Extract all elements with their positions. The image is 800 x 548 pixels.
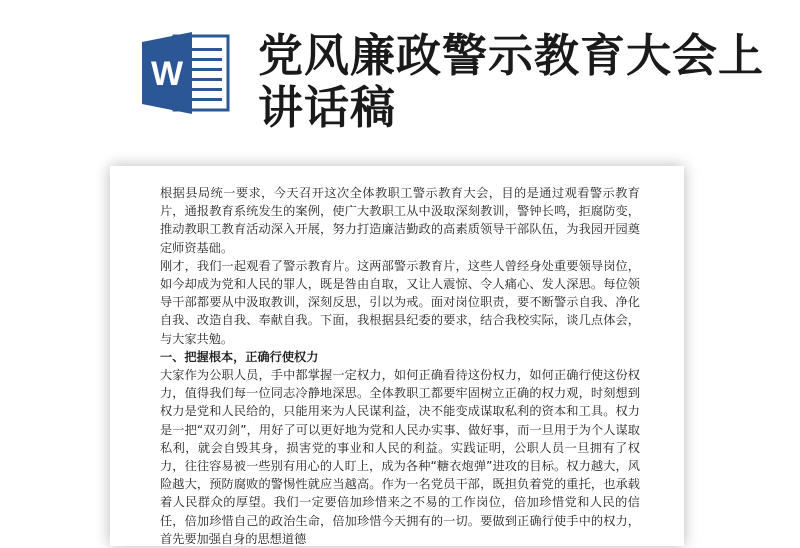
section-heading: 一、把握根本，正确行使权力 (160, 349, 319, 364)
page-title: 党风廉政警示教育大会上讲话稿 (258, 29, 765, 134)
word-icon (140, 28, 232, 118)
word-icon-letter: W (150, 55, 184, 93)
paragraph: 大家作为公职人员，手中都掌握一定权力，如何正确看待这份权力，如何正确行使这份权力，值得我们每一位同志冷静地深思。全体教职工都要牢固树立正确的权力观，时刻想到权力是党和人民给的，只能用来为人民谋利益，决不能变成谋取私利的资本和工具。权力是一把“双刃剑”，用好了可以更好地为党和人民办实事、做好事，而一旦用于为个人谋取私利，就会自毁其身，损害党的事业和人民的利益。实践证明，公职人员一旦拥有了权力，往往容易被一些别有用心的人盯上，成为各种“糖衣炮弹”进攻的目标。权力越大，风险越大，预防腐败的警惕性就应当越高。作为一名党员干部，既担负着党的重托，也承载着人民群众的厚望。我们一定要倍加珍惜来之不易的工作岗位，倍加珍惜党和人民的信任，倍加珍惜自己的政治生命，倍加珍惜今天拥有的一切。要做到正确行使手中的权力，首先要加强自身的思想道德 (160, 368, 640, 546)
paragraph: 刚才，我们一起观看了警示教育片。这两部警示教育片，这些人曾经身处重要领导岗位，如今却成为党和人民的罪人，既是咎由自取，又让人震惊、令人痛心、发人深思。每位领导干部都要从中汲取教训，深刻反思，引以为戒。面对岗位职责，要不断警示自我、净化自我、改造自我、奉献自我。下面，我根据县纪委的要求，结合我校实际，谈几点体会，与大家共勉。 (160, 258, 640, 346)
header (0, 0, 800, 160)
document-body (160, 184, 640, 548)
paragraph: 根据县局统一要求，今天召开这次全体教职工警示教育大会，目的是通过观看警示教育片，通报教育系统发生的案例，使广大教职工从中汲取深刻教训，警钟长鸣，拒腐防变，推动教职工教育活动深入开展，努力打造廉洁勤政的高素质领导干部队伍，为我园开园奠定师资基础。 (160, 186, 640, 255)
